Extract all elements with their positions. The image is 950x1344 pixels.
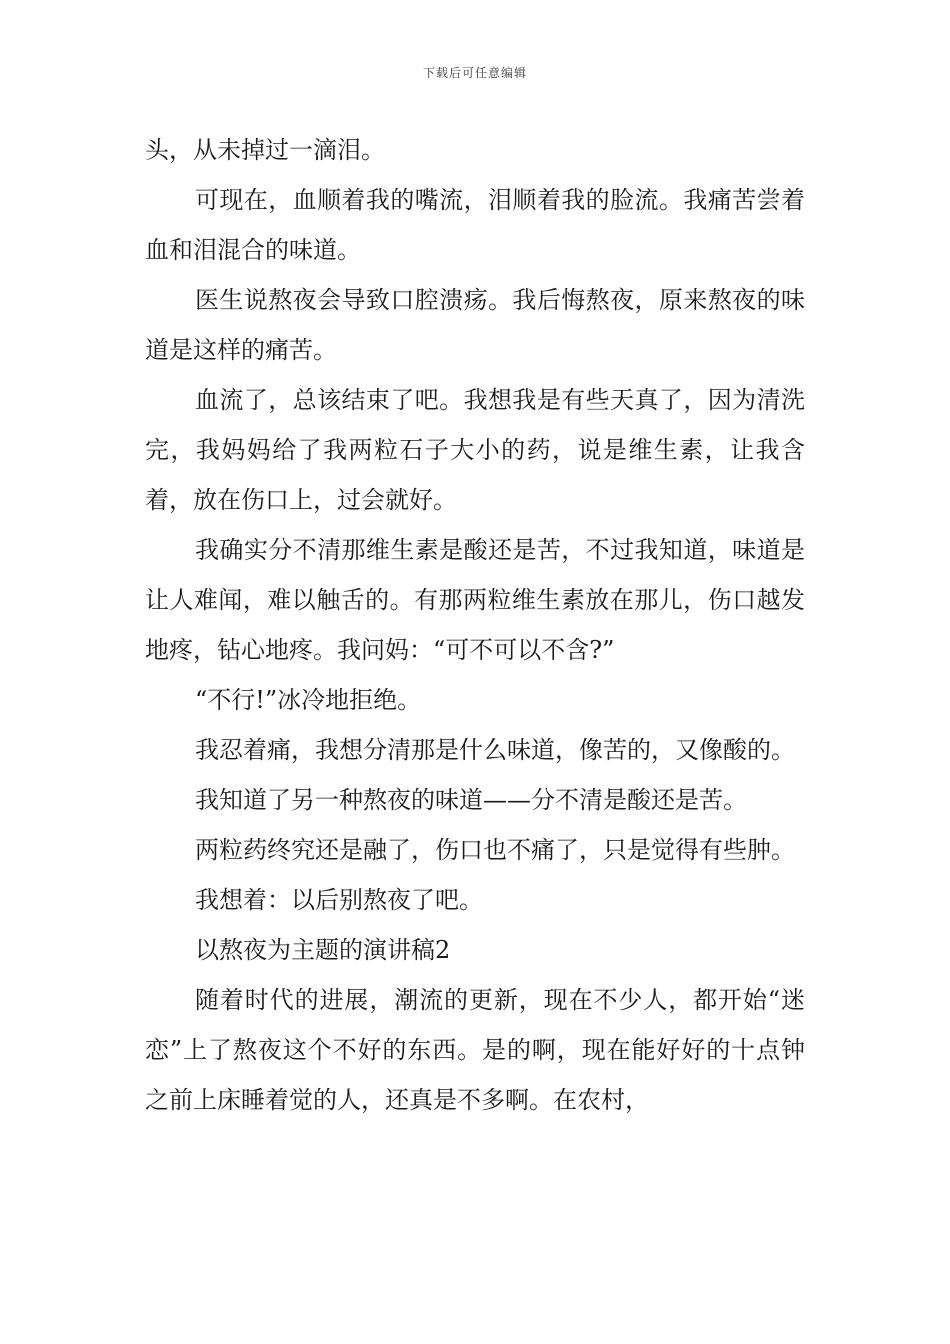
paragraph: 头，从未掉过一滴泪。: [145, 136, 385, 164]
document-body: [145, 125, 805, 1125]
paragraph: 血流了，总该结束了吧。我想我是有些天真了，因为清洗完，我妈妈给了我两粒石子大小的药，说是维生素，让我含着，放在伤口上，过会就好。: [145, 386, 805, 514]
section-heading: 以熬夜为主题的演讲稿2: [195, 936, 451, 964]
paragraph: 我想着：以后别熬夜了吧。: [195, 886, 483, 914]
page-header: 下载后可任意编辑: [422, 66, 527, 80]
paragraph: 我忍着痛，我想分清那是什么味道，像苦的，又像酸的。: [195, 736, 795, 764]
paragraph: 可现在，血顺着我的嘴流，泪顺着我的脸流。我痛苦尝着血和泪混合的味道。: [145, 186, 805, 264]
paragraph: 我确实分不清那维生素是酸还是苦，不过我知道，味道是让人难闻，难以触舌的。有那两粒维生素放在那儿，伤口越发地疼，钻心地疼。我问妈：“可不可以不含?”: [145, 536, 805, 664]
paragraph: 随着时代的进展，潮流的更新，现在不少人，都开始“迷恋”上了熬夜这个不好的东西。是的啊，现在能好好的十点钟之前上床睡着觉的人，还真是不多啊。在农村，: [145, 986, 805, 1114]
paragraph: 我知道了另一种熬夜的味道——分不清是酸还是苦。: [195, 786, 747, 814]
paragraph: “不行!”冰冷地拒绝。: [195, 686, 422, 714]
paragraph: 两粒药终究还是融了，伤口也不痛了，只是觉得有些肿。: [195, 836, 795, 864]
paragraph: 医生说熬夜会导致口腔溃疡。我后悔熬夜，原来熬夜的味道是这样的痛苦。: [145, 286, 805, 364]
